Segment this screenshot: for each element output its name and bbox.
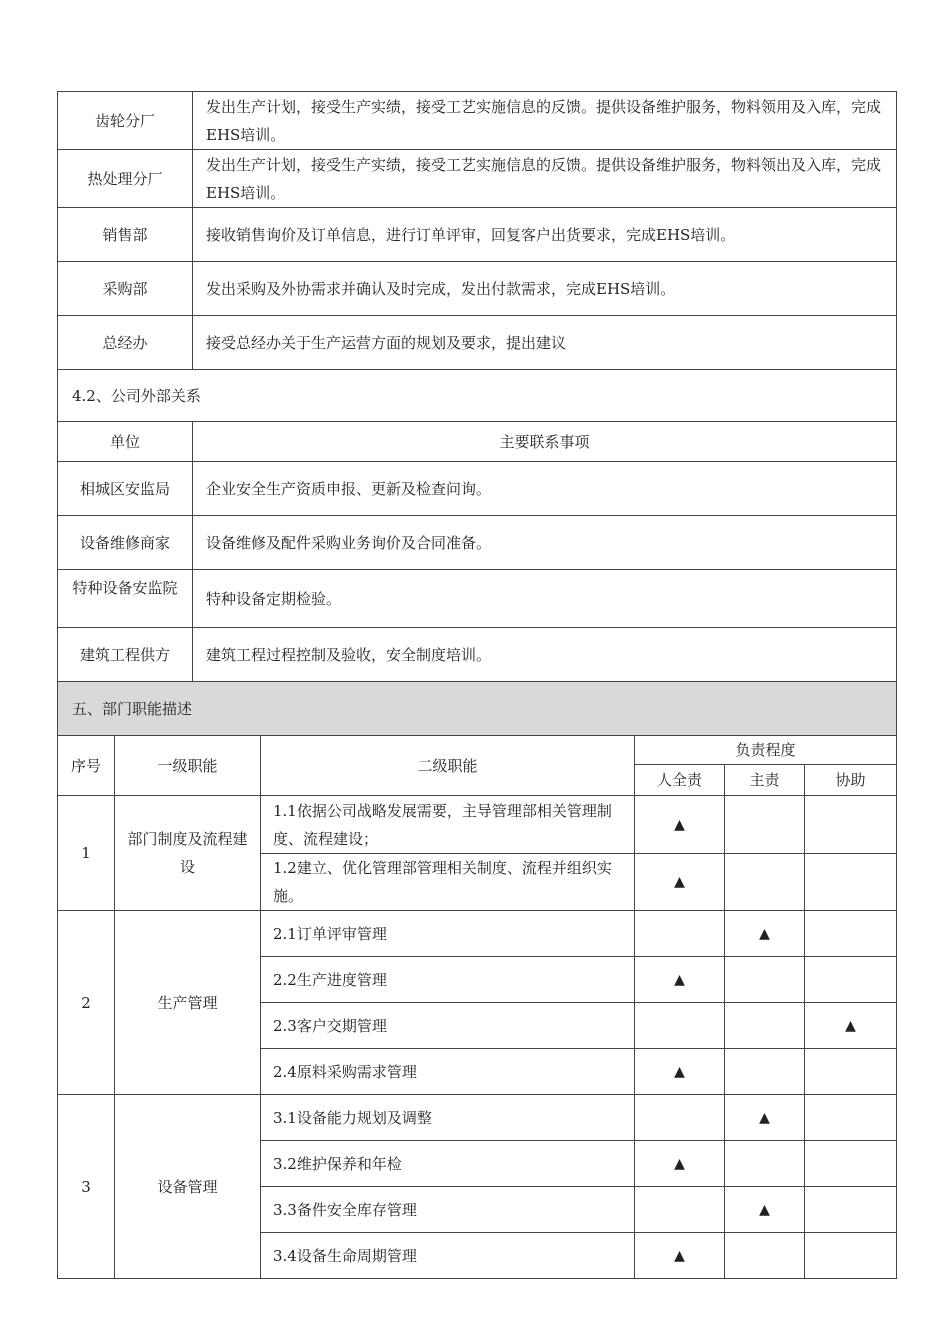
table-row — [58, 316, 897, 370]
table-row — [58, 570, 897, 628]
mark-main: ▲ — [725, 1095, 805, 1141]
mark-assist — [805, 796, 897, 854]
mark-assist — [805, 1187, 897, 1233]
table-row — [58, 1095, 897, 1141]
table-row — [58, 462, 897, 516]
mark-full: ▲ — [635, 957, 725, 1003]
unit-cell: 销售部 — [58, 208, 193, 262]
item-cell: 企业安全生产资质申报、更新及检查问询。 — [193, 462, 897, 516]
table-row — [58, 911, 897, 957]
function-text: 2.2生产进度管理 — [261, 957, 635, 1003]
mark-full — [635, 911, 725, 957]
table-row — [58, 796, 897, 854]
column-header-assist: 协助 — [805, 765, 897, 796]
column-header-no: 序号 — [58, 736, 115, 796]
column-header-main: 主责 — [725, 765, 805, 796]
table-row — [58, 150, 897, 208]
table-row — [58, 92, 897, 150]
function-text: 2.1订单评审管理 — [261, 911, 635, 957]
item-cell: 接受总经办关于生产运营方面的规划及要求，提出建议 — [193, 316, 897, 370]
column-header-full: 人全责 — [635, 765, 725, 796]
group-name: 部门制度及流程建设 — [115, 796, 261, 911]
unit-cell: 建筑工程供方 — [58, 628, 193, 682]
mark-assist — [805, 1141, 897, 1187]
column-header-responsibility: 负责程度 — [635, 736, 897, 765]
group-name: 设备管理 — [115, 1095, 261, 1279]
mark-main: ▲ — [725, 1187, 805, 1233]
table-row — [58, 262, 897, 316]
mark-main — [725, 1233, 805, 1279]
item-cell: 特种设备定期检验。 — [193, 570, 897, 628]
function-text: 1.2建立、优化管理部管理相关制度、流程并组织实施。 — [261, 854, 635, 911]
mark-main — [725, 1141, 805, 1187]
item-cell: 发出采购及外协需求并确认及时完成，发出付款需求，完成EHS培训。 — [193, 262, 897, 316]
group-number: 3 — [58, 1095, 115, 1279]
functions-table — [57, 736, 897, 1279]
document-sheet — [57, 91, 896, 1279]
item-cell: 发出生产计划，接受生产实绩，接受工艺实施信息的反馈。提供设备维护服务，物料领用及入库，完成EHS培训。 — [193, 92, 897, 150]
mark-full — [635, 1187, 725, 1233]
column-header-item: 主要联系事项 — [193, 422, 897, 462]
function-text: 1.1依据公司战略发展需要，主导管理部相关管理制度、流程建设； — [261, 796, 635, 854]
mark-main — [725, 854, 805, 911]
unit-cell: 齿轮分厂 — [58, 92, 193, 150]
item-cell: 接收销售询价及订单信息，进行订单评审，回复客户出货要求，完成EHS培训。 — [193, 208, 897, 262]
mark-full — [635, 1003, 725, 1049]
unit-cell: 特种设备安监院 — [58, 570, 193, 628]
mark-assist — [805, 1095, 897, 1141]
mark-main — [725, 1003, 805, 1049]
function-text: 3.4设备生命周期管理 — [261, 1233, 635, 1279]
column-header-level2: 二级职能 — [261, 736, 635, 796]
function-text: 3.1设备能力规划及调整 — [261, 1095, 635, 1141]
unit-cell: 热处理分厂 — [58, 150, 193, 208]
function-text: 2.4原料采购需求管理 — [261, 1049, 635, 1095]
mark-main: ▲ — [725, 911, 805, 957]
header-row — [58, 422, 897, 462]
mark-assist — [805, 911, 897, 957]
section-heading-row — [58, 370, 897, 422]
mark-main — [725, 796, 805, 854]
function-text: 2.3客户交期管理 — [261, 1003, 635, 1049]
mark-assist: ▲ — [805, 1003, 897, 1049]
group-number: 1 — [58, 796, 115, 911]
function-text: 3.2维护保养和年检 — [261, 1141, 635, 1187]
mark-full: ▲ — [635, 854, 725, 911]
mark-full: ▲ — [635, 1141, 725, 1187]
group-number: 2 — [58, 911, 115, 1095]
item-cell: 发出生产计划，接受生产实绩，接受工艺实施信息的反馈。提供设备维护服务，物料领出及入库，完成EHS培训。 — [193, 150, 897, 208]
mark-main — [725, 957, 805, 1003]
mark-assist — [805, 1049, 897, 1095]
unit-cell: 设备维修商家 — [58, 516, 193, 570]
header-row — [58, 736, 897, 765]
mark-full: ▲ — [635, 1049, 725, 1095]
mark-full: ▲ — [635, 796, 725, 854]
mark-assist — [805, 1233, 897, 1279]
group-name: 生产管理 — [115, 911, 261, 1095]
mark-full: ▲ — [635, 1233, 725, 1279]
table-row — [58, 516, 897, 570]
unit-cell: 采购部 — [58, 262, 193, 316]
table-row — [58, 628, 897, 682]
table-row — [58, 208, 897, 262]
function-text: 3.3备件安全库存管理 — [261, 1187, 635, 1233]
item-cell: 设备维修及配件采购业务询价及合同准备。 — [193, 516, 897, 570]
unit-cell: 总经办 — [58, 316, 193, 370]
section-heading: 4.2、公司外部关系 — [58, 370, 897, 422]
mark-assist — [805, 957, 897, 1003]
item-cell: 建筑工程过程控制及验收，安全制度培训。 — [193, 628, 897, 682]
section-heading-row — [58, 682, 897, 736]
column-header-unit: 单位 — [58, 422, 193, 462]
unit-cell: 相城区安监局 — [58, 462, 193, 516]
mark-assist — [805, 854, 897, 911]
section-heading: 五、部门职能描述 — [58, 682, 897, 736]
mark-main — [725, 1049, 805, 1095]
column-header-level1: 一级职能 — [115, 736, 261, 796]
relations-table — [57, 91, 897, 736]
mark-full — [635, 1095, 725, 1141]
